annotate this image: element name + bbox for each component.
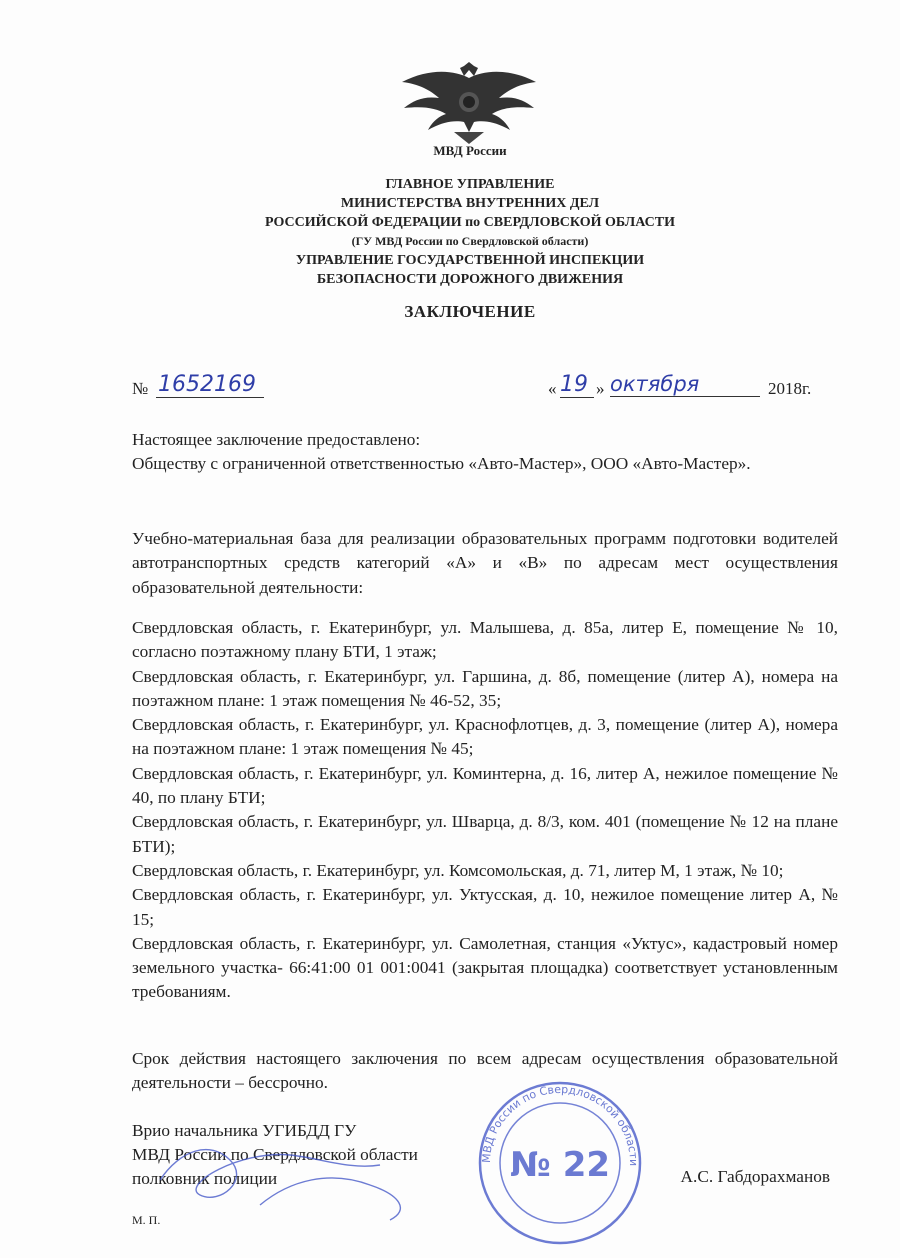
address-item: Свердловская область, г. Екатеринбург, ул. Самолетная, станция «Уктус», кадастровый номер земельного участка- 66:41:00 01 001:0041 (закрытая площадка) соответствует установленным требованиям. [132,933,838,1002]
letterhead-line: (ГУ МВД России по Свердловской области) [351,234,589,248]
official-stamp [475,1078,645,1248]
letterhead-line: РОССИЙСКОЙ ФЕДЕРАЦИИ по СВЕРДЛОВСКОЙ ОБЛАСТИ [265,215,675,230]
signer-position-line: МВД России по Свердловской области [132,1145,418,1164]
eagle-emblem-icon [394,60,544,145]
date-day: 19 [560,372,594,398]
date-close-quote: » [596,379,605,398]
number-date-line [132,372,838,408]
date-month: октября [610,372,760,397]
intro-line: Настоящее заключение предоставлено: [132,430,421,449]
term-text: Срок действия настоящего заключения по всем адресам осуществления образовательной деятельности – бессрочно. [132,1049,838,1093]
letterhead-line: МИНИСТЕРСТВА ВНУТРЕННИХ ДЕЛ [340,196,600,211]
letterhead-line: ГЛАВНОЕ УПРАВЛЕНИЕ [385,177,555,192]
letterhead [0,175,900,289]
stamp-ring-text: МВД России по Свердловской области [479,1082,641,1167]
signer-position-line: Врио начальника УГИБДД ГУ [132,1121,357,1140]
org-short-name: МВД России [433,143,507,158]
signer-name: А.С. Габдорахманов [680,1167,830,1186]
intro-line: Обществу с ограниченной ответственностью «Авто-Мастер», ООО «Авто-Мастер». [132,454,751,474]
number-label: № [132,379,149,398]
date-open-quote: « [548,379,557,398]
letterhead-line: БЕЗОПАСНОСТИ ДОРОЖНОГО ДВИЖЕНИЯ [316,272,624,287]
letterhead-line: УПРАВЛЕНИЕ ГОСУДАРСТВЕННОЙ ИНСПЕКЦИИ [295,253,645,268]
address-item: Свердловская область, г. Екатеринбург, ул. Коминтерна, д. 16, литер А, нежилое помещение № 40, по плану БТИ; [132,763,838,808]
address-item: Свердловская область, г. Екатеринбург, ул. Шварца, д. 8/3, ком. 401 (помещение № 12 на плане БТИ); [132,812,838,856]
document-number: 1652169 [156,372,264,398]
intro-paragraph [132,428,838,477]
handwritten-signature [120,1110,420,1230]
address-item: Свердловская область, г. Екатеринбург, ул. Комсомольская, д. 71, литер М, 1 этаж, № 10; [132,860,784,880]
document-title: ЗАКЛЮЧЕНИЕ [404,302,536,321]
stamp-place-label: М. П. [132,1213,161,1227]
address-item: Свердловская область, г. Екатеринбург, ул. Малышева, д. 85а, литер Е, помещение № 10, согласно поэтажному плану БТИ, 1 этаж; [132,618,838,662]
address-item: Свердловская область, г. Екатеринбург, ул. Краснофлотцев, д. 3, помещение (литер А), номера на поэтажном плане: 1 этаж помещения № 45; [132,715,838,759]
document-date [548,372,838,408]
address-list [132,616,838,1005]
address-item: Свердловская область, г. Екатеринбург, ул. Уктусская, д. 10, нежилое помещение литер А, № 15; [132,885,838,929]
base-text: Учебно-материальная база для реализации образовательных программ подготовки водителей автотранспортных средств категорий «А» и «В» по адресам мест осуществления образовательной деятельности: [132,529,838,597]
date-year: 2018г. [768,379,812,398]
address-item: Свердловская область, г. Екатеринбург, ул. Гаршина, д. 8б, помещение (литер А), номера на поэтажном плане: 1 этаж помещения № 46-52, 35; [132,666,838,710]
signer-position-line: полковник полиции [132,1169,278,1188]
stamp-number: № 22 [509,1145,611,1185]
base-paragraph [132,527,838,600]
